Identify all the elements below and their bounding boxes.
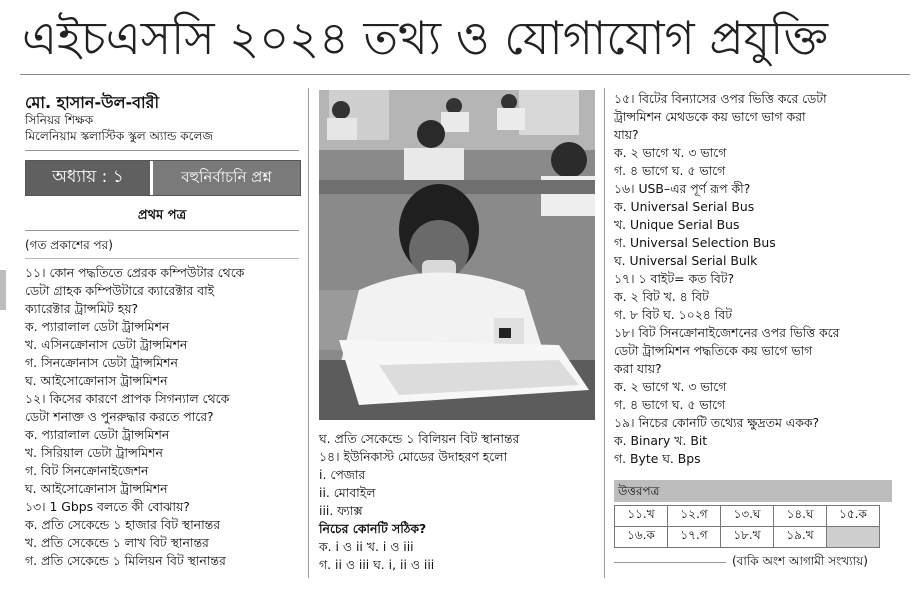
col3-line: গ. Universal Selection Bus: [614, 235, 776, 250]
col3-line: ক. ২ বিট খ. ৪ বিট: [614, 289, 709, 304]
col1-line: ক্যারেক্টার ট্রান্সমিট হয়?: [25, 301, 139, 316]
col2-line: iii. ফ্যাক্স: [319, 503, 363, 518]
answer-cell: ১৩.ঘ: [721, 506, 774, 527]
paper-rule: [25, 230, 299, 231]
column-3: [614, 90, 839, 468]
col3-line: গ. ৪ ভাগে ঘ. ৫ ভাগে: [614, 397, 726, 412]
exam-photo: [319, 90, 595, 420]
answer-cell: ১৯.খ: [774, 527, 827, 548]
chapter-title: বহুনির্বাচনি প্রশ্ন: [153, 161, 300, 195]
chapter-banner: [25, 160, 301, 196]
author-name: মো. হাসান-উল-বারী: [25, 93, 160, 112]
col2-line: ১৪। ইউনিকাস্ট মোডের উদাহরণ হলো: [319, 449, 508, 464]
answers-title: উত্তরপত্র: [618, 484, 660, 498]
answers-table: [614, 505, 880, 548]
answer-cell: ১৬.ক: [615, 527, 668, 548]
col2-line: গ. ii ও iii ঘ. i, ii ও iii: [319, 557, 435, 572]
col1-line: গ. সিনক্রোনাস ডেটা ট্রান্সমিশন: [25, 355, 178, 370]
col3-line: ক. Universal Serial Bus: [614, 199, 755, 214]
column-divider: [604, 88, 605, 578]
answers-row: [615, 506, 880, 527]
col3-line: ক. Binary খ. Bit: [614, 433, 708, 448]
col1-line: ক. প্রতি সেকেন্ডে ১ হাজার বিট স্থানান্তর: [25, 517, 221, 532]
author-role: সিনিয়র শিক্ষক: [25, 113, 94, 127]
col3-line: ১৫। বিটের বিন্যাসের ওপর ভিত্তি করে ডেটা: [614, 91, 827, 106]
answer-cell: ১৫.ক: [827, 506, 880, 527]
col3-line: ১৬। USB–এর পূর্ণ রূপ কী?: [614, 181, 751, 196]
column-divider: [308, 88, 309, 578]
col3-line: গ. ৮ বিট ঘ. ১০২৪ বিট: [614, 307, 732, 322]
col1-line: গ. প্রতি সেকেন্ডে ১ মিলিয়ন বিট স্থানান্তর: [25, 553, 226, 568]
col3-line: ১৯। নিচের কোনটি তথ্যের ক্ষুদ্রতম একক?: [614, 415, 820, 430]
col3-line: ১৮। বিট সিনক্রোনাইজেশনের ওপর ভিত্তি করে: [614, 325, 840, 340]
continued-rule: [25, 258, 299, 259]
col1-line: ডেটা শনাক্ত ও পুনরুদ্ধার করতে পারে?: [25, 409, 214, 424]
answer-cell: ১৪.ঘ: [774, 506, 827, 527]
col3-line: গ. ৪ ভাগে ঘ. ৫ ভাগে: [614, 163, 726, 178]
col3-line: ক. ২ ভাগে খ. ৩ ভাগে: [614, 379, 727, 394]
col3-line: ট্রান্সমিশন মেথডকে কয় ভাগে ভাগ করা: [614, 109, 806, 124]
col3-line: গ. Byte ঘ. Bps: [614, 451, 701, 466]
headline-rule: [20, 74, 910, 75]
answer-cell: ১২.গ: [668, 506, 721, 527]
col2-line: i. পেজার: [319, 467, 366, 482]
answers-header: [614, 480, 892, 502]
col1-line: ঘ. আইসোক্রোনাস ট্রান্সমিশন: [25, 481, 168, 496]
col2-line: ii. মোবাইল: [319, 485, 376, 500]
continued-note: (গত প্রকাশের পর): [25, 238, 113, 252]
col1-line: ঘ. আইসোক্রোনাস ট্রান্সমিশন: [25, 373, 168, 388]
edge-strip: [0, 270, 6, 310]
paper-label: প্রথম পত্র: [137, 208, 187, 223]
column-1: [25, 264, 244, 570]
col3-line: ঘ. Universal Serial Bulk: [614, 253, 758, 268]
col1-line: খ. প্রতি সেকেন্ডে ১ লাখ বিট স্থানান্তর: [25, 535, 209, 550]
page-headline: এইচএসসি ২০২৪ তথ্য ও যোগাযোগ প্রযুক্তি: [22, 11, 829, 65]
col1-line: ক. প্যারালাল ডেটা ট্রান্সমিশন: [25, 427, 170, 442]
col1-line: খ. এসিনক্রোনাস ডেটা ট্রান্সমিশন: [25, 337, 188, 352]
author-rule: [25, 150, 299, 151]
col2-line: ক. i ও ii খ. i ও iii: [319, 539, 414, 554]
col3-line: ক. ২ ভাগে খ. ৩ ভাগে: [614, 145, 727, 160]
col3-line: করা যায়?: [614, 361, 662, 376]
col1-line: গ. বিট সিনক্রোনাইজেশন: [25, 463, 149, 478]
chapter-number: অধ্যায় : ১: [26, 161, 150, 195]
col1-line: ক. প্যারালাল ডেটা ট্রান্সমিশন: [25, 319, 170, 334]
answer-cell: ১৭.গ: [668, 527, 721, 548]
col1-line: খ. সিরিয়াল ডেটা ট্রান্সমিশন: [25, 445, 163, 460]
col1-line: ডেটা গ্রাহক কম্পিউটারে ক্যারেক্টার বাই: [25, 283, 215, 298]
col3-line: ১৭। ১ বাইট= কত বিট?: [614, 271, 735, 286]
exam-photo-illustration: [319, 90, 595, 420]
answer-cell-empty: [827, 527, 880, 548]
col2-line: নিচের কোনটি সঠিক?: [319, 521, 427, 536]
continuation-note: (বাকি অংশ আগামী সংখ্যায়): [732, 554, 868, 568]
footer-rule: [614, 562, 726, 563]
col1-line: ১৩। 1 Gbps বলতে কী বোঝায়?: [25, 499, 190, 514]
column-2: [319, 430, 519, 574]
answer-cell: ১৮.খ: [721, 527, 774, 548]
col3-line: খ. Unique Serial Bus: [614, 217, 740, 232]
answer-cell: ১১.খ: [615, 506, 668, 527]
author-institution: মিলেনিয়াম স্কলাস্টিক স্কুল অ্যান্ড কলেজ: [25, 129, 214, 143]
answers-row: [615, 527, 880, 548]
col3-line: ডেটা ট্রান্সমিশন পদ্ধতিকে কয় ভাগে ভাগ: [614, 343, 813, 358]
col3-line: যায়?: [614, 127, 639, 142]
col1-line: ১২। কিসের কারণে প্রাপক সিগন্যাল থেকে: [25, 391, 230, 406]
col1-line: ১১। কোন পদ্ধতিতে প্রেরক কম্পিউটার থেকে: [25, 265, 245, 280]
col2-line: ঘ. প্রতি সেকেন্ডে ১ বিলিয়ন বিট স্থানান্তর: [319, 431, 520, 446]
